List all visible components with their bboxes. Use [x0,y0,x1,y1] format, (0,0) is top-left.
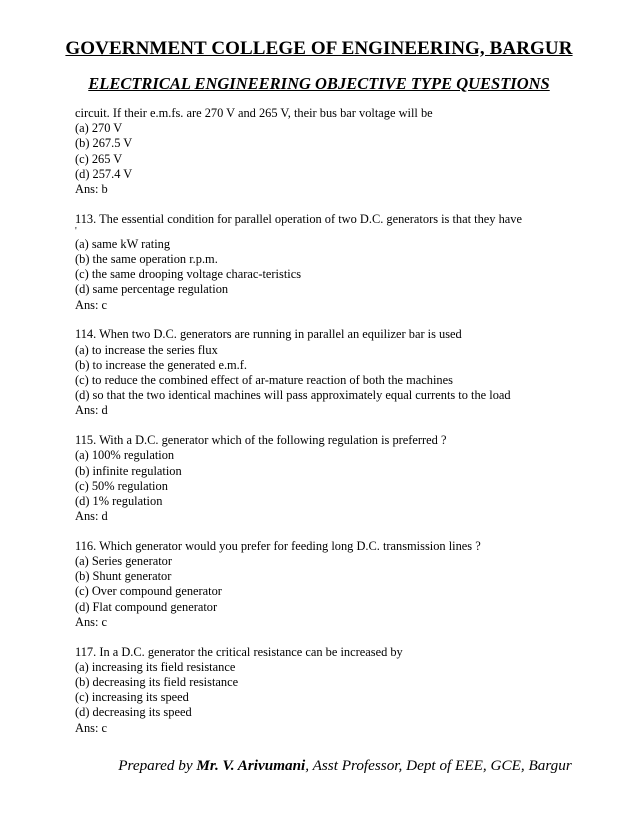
questions-content [75,106,575,736]
question-113-stem: 113. The essential condition for parallel operation of two D.C. generators is that they have [75,211,522,226]
question-117-option-c: (c) increasing its speed [75,690,189,705]
question-117-option-b: (b) decreasing its field resistance [75,674,239,689]
question-117-stem: 117. In a D.C. generator the critical resistance can be increased by [75,644,403,659]
question-117-option-d: (d) decreasing its speed [75,705,192,720]
question-116-stem: 116. Which generator would you prefer for feeding long D.C. transmission lines ? [75,538,481,553]
question-block-113 [75,212,575,313]
question-112-answer: Ans: b [75,181,108,196]
question-113-option-b: (b) the same operation r.p.m. [75,252,218,267]
question-113-option-c: (c) the same drooping voltage charac-teristics [75,267,302,282]
question-113-answer: Ans: c [75,297,108,312]
question-115-option-d: (d) 1% regulation [75,493,163,508]
question-113-option-d: (d) same percentage regulation [75,282,229,297]
question-115-option-b: (b) infinite regulation [75,463,182,478]
question-block-116 [75,539,575,630]
question-114-option-c: (c) to reduce the combined effect of ar-mature reaction of both the machines [75,373,453,387]
page-footer [0,757,638,775]
question-block-115 [75,433,575,524]
footer-prefix: Prepared by [118,757,197,774]
question-116-option-c: (c) Over compound generator [75,584,222,599]
question-116-answer: Ans: c [75,614,108,629]
question-block-114 [75,327,575,418]
question-113-option-a: (a) same kW rating [75,236,171,251]
question-113-stray-mark: ' [75,225,77,237]
question-115-answer: Ans: d [75,509,108,524]
question-114-option-a: (a) to increase the series flux [75,342,218,357]
question-116-option-d: (d) Flat compound generator [75,599,218,614]
question-112-option-c: (c) 265 V [75,151,123,166]
question-block-117 [75,645,575,736]
question-114-option-d: (d) so that the two identical machines will pass approximately equal currents to the load [75,388,511,403]
page-title: GOVERNMENT COLLEGE OF ENGINEERING, BARGUR [65,38,573,59]
footer-author: Mr. V. Arivumani [196,757,306,774]
question-117-option-a: (a) increasing its field resistance [75,659,236,674]
question-116-option-b: (b) Shunt generator [75,569,172,584]
question-117-answer: Ans: c [75,720,108,735]
question-115-option-a: (a) 100% regulation [75,448,175,463]
question-114-option-b: (b) to increase the generated e.m.f. [75,357,248,372]
question-115-stem: 115. With a D.C. generator which of the following regulation is preferred ? [75,433,447,448]
footer-suffix: , Asst Professor, Dept of EEE, GCE, Bargur [305,757,572,774]
question-112-option-b: (b) 267.5 V [75,136,133,151]
question-112-option-a: (a) 270 V [75,121,123,136]
page-subtitle: ELECTRICAL ENGINEERING OBJECTIVE TYPE QUESTIONS [88,74,550,93]
question-112-option-d: (d) 257.4 V [75,166,133,181]
question-114-answer: Ans: d [75,403,108,418]
question-block-112 [75,106,575,197]
question-115-option-c: (c) 50% regulation [75,478,168,493]
question-116-option-a: (a) Series generator [75,554,173,569]
question-114-stem: 114. When two D.C. generators are running in parallel an equilizer bar is used [75,327,462,342]
question-112-stem: circuit. If their e.m.fs. are 270 V and 265 V, their bus bar voltage will be [75,106,433,120]
